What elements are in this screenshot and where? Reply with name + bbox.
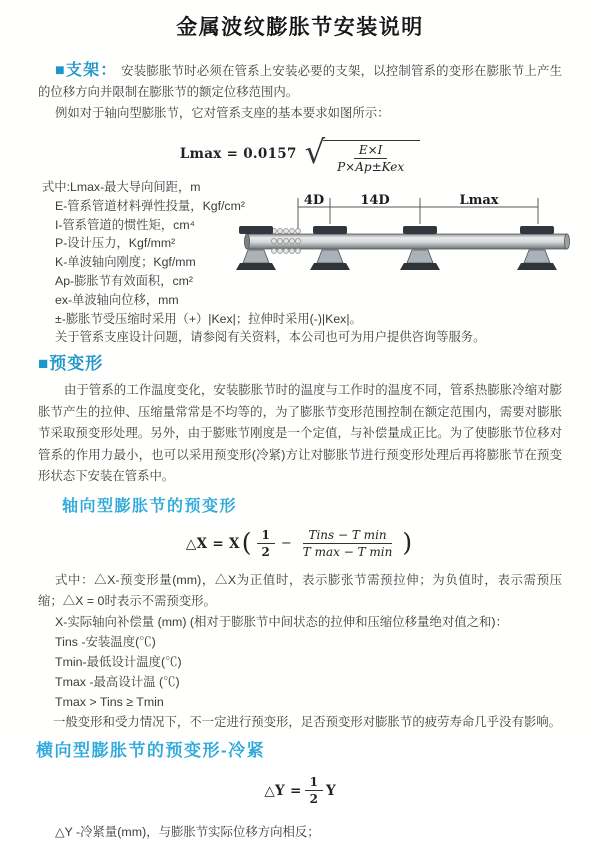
- temperature-fraction: [298, 528, 398, 560]
- axial-definition-lines: [55, 612, 562, 732]
- predeform-paragraph: 由于管系的工作温度变化，安装膨胀节时的温度与工作时的温度不同，管系热膨胀冷缩对膨胀节产生的拉伸、压缩量常常是不均等的，为了膨胀节变形范围控制在额定范围内，需要对膨胀节采取预变形处理。另外，由于膨账节刚度是一个定值，与补偿量成正比。为了使膨胀节位移对管系的作用力最小，也可以采用预变形(冷紧)方让对膨胀节进行预变形处理后再将膨胀节在预变形状态下安装在管系中。: [38, 383, 562, 484]
- lateral-note-line: △Y -冷紧量(mm)，与膨胀节实际位移方向相反；: [55, 824, 320, 839]
- dimension-label-lmax: Lmax: [459, 193, 499, 208]
- close-paren: ): [402, 528, 413, 558]
- dimension-label-14d: 14D: [360, 193, 390, 208]
- guide-spacing-formula: [0, 133, 600, 175]
- page-title: 金属波纹膨胀节安装说明: [176, 16, 424, 39]
- fraction-numerator: 1: [305, 775, 323, 791]
- half-fraction: [257, 528, 275, 560]
- definition-line: Tmin-最低设计温度(℃): [55, 654, 182, 669]
- lateral-sub-heading: 横向型膨胀节的预变形-冷紧: [36, 740, 266, 760]
- definition-line: Tins -安装温度(℃): [55, 634, 156, 649]
- fraction-denominator: P×Ap±Kex: [337, 160, 405, 174]
- support-section-heading: [55, 62, 118, 79]
- definition-line: Tmax -最高设计温 (℃): [55, 674, 180, 689]
- fraction-denominator: T max − T min: [302, 545, 393, 560]
- radical-sign: √: [304, 132, 326, 171]
- support-paragraph-text: 安装膨胀节时必须在管系上安装必要的支架，以控制管系的变形在膨胀节上产生的位移方向并限制在膨胀节的额定位移范围内。: [38, 64, 562, 99]
- general-note-line: 一般变形和受力情况下，不一定进行预变形，足否预变形对膨胀节的疲劳寿命几乎没有影响。: [53, 714, 562, 729]
- predeform-section-heading: [38, 353, 600, 375]
- fraction-denominator: 2: [309, 792, 318, 807]
- definition-line: Ap-膨胀节有效面积，cm²: [55, 273, 193, 288]
- definition-line: ±-膨胀节受压缩时采用（+）|Kex|；拉伸时采用(-)|Kex|。: [55, 311, 362, 326]
- consulting-note: 关于管系支座设计问题，请参阅有关资料，本公司也可为用户提供咨询等服务。: [55, 330, 486, 345]
- definition-line: K-单波轴向刚度；Kgf/mm: [55, 255, 196, 270]
- square-root: [305, 134, 420, 175]
- open-paren: (: [241, 528, 252, 558]
- bellows-icon: [272, 229, 301, 254]
- definition-line: X-实际轴向补偿量 (mm) (相对于膨胀节中间状态的拉伸和压缩位移量绝对值之和)：: [55, 614, 508, 629]
- section-marker-icon: ■: [38, 354, 50, 374]
- minus-operator: −: [280, 536, 292, 552]
- dimension-label-4d: 4D: [303, 193, 325, 208]
- formula-lhs: △X = X: [185, 535, 240, 552]
- formula-rhs: Y: [325, 782, 336, 799]
- support-spacing-diagram: [243, 193, 600, 288]
- half-fraction: [305, 775, 323, 807]
- definition-line: P-设计压力，Kgf/mm²: [55, 236, 176, 251]
- support-heading-label: 支架：: [65, 62, 118, 79]
- definition-line: E-管系管道材料弹性投量，Kgf/cm²: [55, 198, 245, 213]
- fraction-numerator: E×I: [354, 143, 388, 159]
- fraction-denominator: 2: [261, 545, 270, 560]
- definition-line: I-管系管道的惯性矩，cm⁴: [55, 217, 195, 232]
- axial-predeform-formula: [0, 526, 600, 562]
- formula-lhs: Lmax = 0.0157: [179, 146, 297, 162]
- lateral-coldtight-formula: [0, 775, 600, 807]
- section-marker-icon: ■: [55, 62, 66, 79]
- definition-line: Tmax > Tins ≥ Tmin: [55, 694, 164, 709]
- predeform-heading-label: 预变形: [49, 354, 104, 374]
- fraction-numerator: Tins − T min: [303, 528, 391, 544]
- formula-lhs: △Y =: [264, 782, 302, 799]
- axial-formula-explanation: 式中：△X-预变形量(mm)，△X为正值时，表示膨张节需预拉伸；为负值时，表示需预压缩；△X = 0时表示不需预变形。: [38, 572, 562, 608]
- definition-line: 式中:Lmax-最大导向间距，m: [42, 180, 201, 194]
- radicand: [323, 140, 420, 175]
- definition-line: ex-单波轴向位移，mm: [55, 292, 179, 307]
- diagram-svg: [243, 193, 600, 288]
- formula-fraction: [332, 143, 409, 175]
- support-paragraph: [38, 60, 562, 103]
- fraction-numerator: 1: [257, 528, 275, 544]
- axial-sub-heading: 轴向型膨胀节的预变形: [62, 497, 238, 515]
- example-line: 例如对于轴向型膨胀节，它对管系支座的基本要求如图所示：: [55, 106, 390, 120]
